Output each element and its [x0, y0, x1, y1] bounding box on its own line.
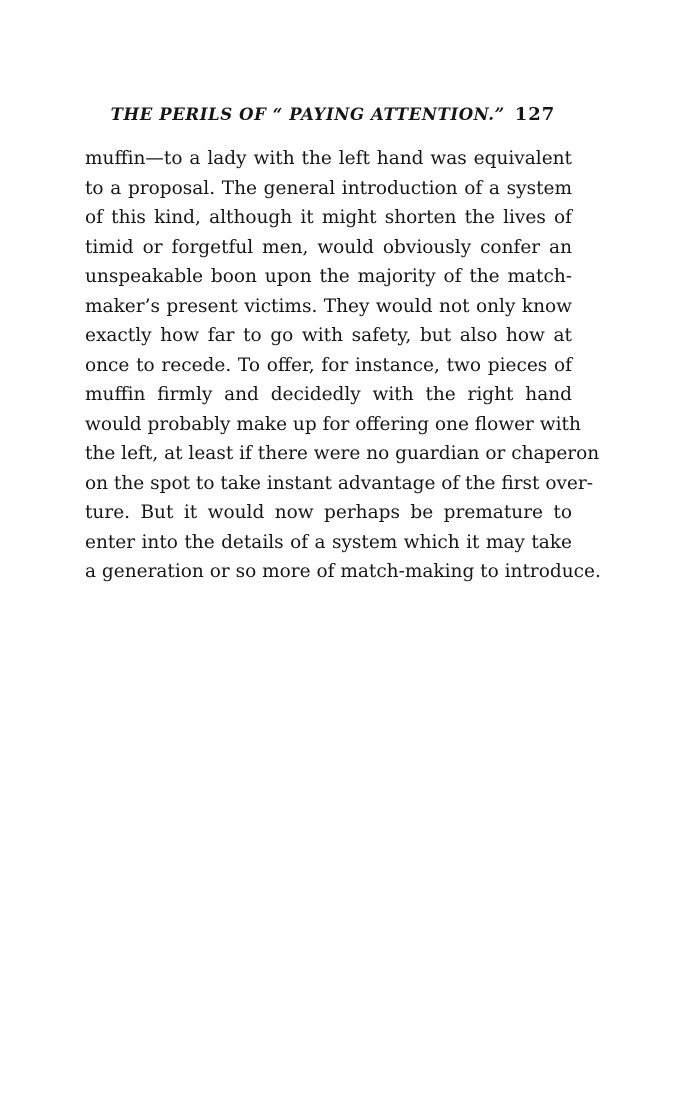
chapter-title: THE PERILS OF “ PAYING ATTENTION.” — [110, 105, 505, 124]
body-line: on the spot to take instant advantage of the first over- — [85, 472, 593, 494]
body-line: a generation or so more of match-making to introduce. — [85, 561, 601, 582]
running-head — [96, 104, 570, 125]
body-line: muffin—to a lady with the left hand was equivalent — [85, 148, 572, 169]
body-line: unspeakable boon upon the majority of the match- — [85, 266, 572, 287]
body-line: of this kind, although it might shorten the lives of — [85, 207, 572, 228]
body-paragraph — [85, 144, 601, 587]
body-line: muffin firmly and decidedly with the right hand — [85, 384, 572, 405]
body-line: once to recede. To offer, for instance, two pieces of — [85, 354, 572, 376]
body-line: maker’s present victims. They would not only know — [85, 295, 572, 317]
body-line: exactly how far to go with safety, but also how at — [85, 325, 572, 346]
page-number: 127 — [514, 104, 556, 125]
body-line: ture. But it would now perhaps be premature to — [85, 502, 572, 523]
body-line: enter into the details of a system which it may take — [85, 531, 572, 553]
body-line: timid or forgetful men, would obviously confer an — [85, 236, 572, 258]
body-line: would probably make up for offering one flower with — [85, 413, 581, 435]
body-line: to a proposal. The general introduction of a system — [85, 177, 572, 199]
body-line: the left, at least if there were no guardian or chaperon — [85, 443, 600, 464]
